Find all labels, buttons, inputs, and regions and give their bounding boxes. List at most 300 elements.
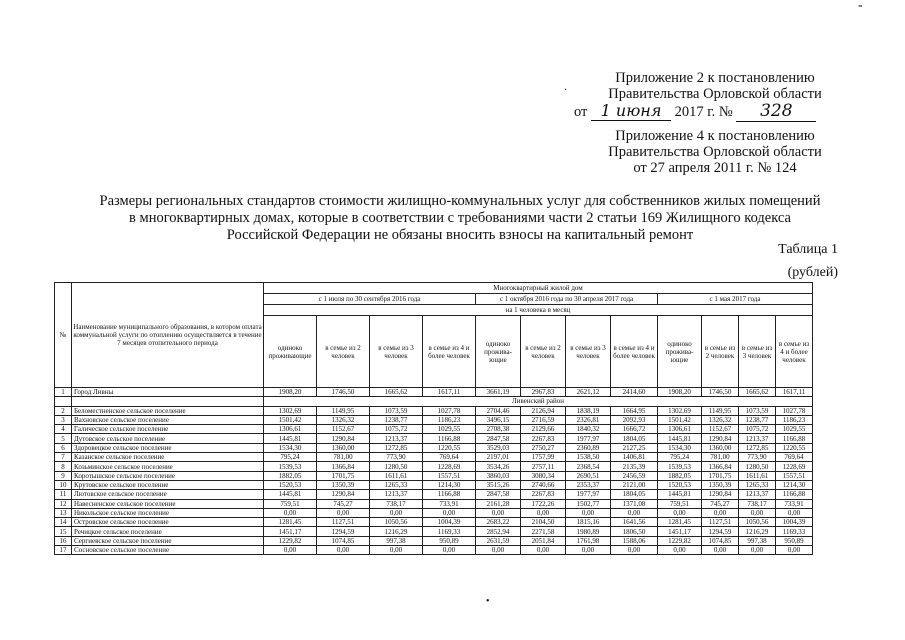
row-value: 2051,84 <box>521 536 566 545</box>
appendix-4-line-3: от 27 апреля 2011 г. № 124 <box>633 160 797 176</box>
col-no-header: № <box>55 283 72 388</box>
row-value: 738,17 <box>370 499 423 508</box>
table-row <box>55 518 813 527</box>
row-value: 1050,56 <box>739 518 776 527</box>
row-name: Навесненское сельское поселение <box>72 499 264 508</box>
row-value: 2092,93 <box>611 415 658 424</box>
row-value: 0,00 <box>423 508 476 517</box>
row-value: 1281,45 <box>264 518 317 527</box>
district-row-blank <box>72 397 264 406</box>
row-value: 2750,27 <box>521 443 566 452</box>
row-value: 0,00 <box>658 546 702 555</box>
row-value: 2716,59 <box>521 415 566 424</box>
row-value: 0,00 <box>264 508 317 517</box>
row-value: 1302,69 <box>658 406 702 415</box>
row-value: 1265,33 <box>370 480 423 489</box>
row-value: 1366,84 <box>702 462 739 471</box>
row-value: 1538,50 <box>566 453 611 462</box>
table-row <box>55 490 813 499</box>
table-row <box>55 508 813 517</box>
district-row-blank <box>55 397 72 406</box>
row-number: 7 <box>55 453 72 462</box>
appendix-4-line-1: Приложение 4 к постановлению <box>615 128 815 144</box>
row-value: 1294,59 <box>702 527 739 536</box>
row-value: 1280,50 <box>739 462 776 471</box>
row-value: 1290,84 <box>702 434 739 443</box>
table-row <box>55 425 813 434</box>
row-value: 1722,26 <box>521 499 566 508</box>
top-header: Многоквартирный жилой дом <box>264 283 813 294</box>
row-value: 769,64 <box>776 453 813 462</box>
row-value: 2267,83 <box>521 434 566 443</box>
row-value: 1281,45 <box>658 518 702 527</box>
row-value: 0,00 <box>566 508 611 517</box>
row-value: 1534,30 <box>264 443 317 452</box>
row-value: 3515,26 <box>476 480 521 489</box>
row-value: 1611,61 <box>739 471 776 480</box>
table-row <box>55 415 813 424</box>
row-value: 2456,59 <box>611 471 658 480</box>
row-value: 1350,39 <box>702 480 739 489</box>
row-value: 1027,78 <box>423 406 476 415</box>
row-value: 1406,81 <box>611 453 658 462</box>
row-value: 950,89 <box>776 536 813 545</box>
row-number: 11 <box>55 490 72 499</box>
row-value: 2161,28 <box>476 499 521 508</box>
row-value: 1127,51 <box>317 518 370 527</box>
row-value: 1371,08 <box>611 499 658 508</box>
row-value: 1557,51 <box>423 471 476 480</box>
row-name: Никольское сельское поселение <box>72 508 264 517</box>
row-value: 2967,83 <box>521 388 566 397</box>
handwritten-number: 328 <box>736 101 816 122</box>
bottom-mark: • <box>486 596 490 607</box>
row-value: 1213,37 <box>739 434 776 443</box>
row-value: 0,00 <box>739 546 776 555</box>
row-value: 1075,72 <box>739 425 776 434</box>
row-value: 2368,54 <box>566 462 611 471</box>
row-number: 15 <box>55 527 72 536</box>
handwritten-date: 1 июня <box>591 101 671 121</box>
row-value: 1238,77 <box>370 415 423 424</box>
row-number: 12 <box>55 499 72 508</box>
row-value: 950,89 <box>423 536 476 545</box>
row-value: 1588,06 <box>611 536 658 545</box>
row-value: 3080,34 <box>521 471 566 480</box>
row-value: 1701,75 <box>317 471 370 480</box>
row-name: Город Ливны <box>72 388 264 397</box>
row-value: 1074,85 <box>702 536 739 545</box>
row-number: 13 <box>55 508 72 517</box>
row-value: 1075,72 <box>370 425 423 434</box>
row-name: Здоровецкое сельское поселение <box>72 443 264 452</box>
row-value: 1761,98 <box>566 536 611 545</box>
row-value: 2683,22 <box>476 518 521 527</box>
row-value: 1977,97 <box>566 490 611 499</box>
row-name: Коротышское сельское поселение <box>72 471 264 480</box>
table-row <box>55 434 813 443</box>
row-value: 2326,81 <box>566 415 611 424</box>
row-value: 1804,05 <box>611 434 658 443</box>
row-value: 0,00 <box>370 546 423 555</box>
row-value: 1272,85 <box>370 443 423 452</box>
row-value: 1815,16 <box>566 518 611 527</box>
row-name: Крутовское сельское поселение <box>72 480 264 489</box>
row-value: 1290,84 <box>317 434 370 443</box>
row-value: 1908,20 <box>658 388 702 397</box>
row-value: 1149,95 <box>317 406 370 415</box>
row-value: 0,00 <box>370 508 423 517</box>
subcol-header: одиноко прожива-ющие <box>476 316 521 388</box>
row-value: 2197,01 <box>476 453 521 462</box>
row-value: 1027,78 <box>776 406 813 415</box>
row-value: 2360,89 <box>566 443 611 452</box>
row-value: 1152,67 <box>702 425 739 434</box>
appendix-4-header <box>565 128 865 176</box>
row-value: 1664,95 <box>611 406 658 415</box>
document-title <box>60 193 860 244</box>
decree-from-label: от <box>574 104 588 120</box>
row-value: 733,91 <box>423 499 476 508</box>
row-value: 0,00 <box>317 546 370 555</box>
row-number: 4 <box>55 425 72 434</box>
row-value: 1149,95 <box>702 406 739 415</box>
row-value: 1882,05 <box>264 471 317 480</box>
row-number: 3 <box>55 415 72 424</box>
row-value: 1306,61 <box>658 425 702 434</box>
standards-table <box>54 282 813 555</box>
row-value: 997,38 <box>739 536 776 545</box>
row-name: Речицкое сельское поселение <box>72 527 264 536</box>
row-value: 2414,60 <box>611 388 658 397</box>
row-number: 17 <box>55 546 72 555</box>
row-value: 2852,94 <box>476 527 521 536</box>
row-value: 1004,39 <box>423 518 476 527</box>
row-value: 1214,30 <box>776 480 813 489</box>
row-value: 773,90 <box>739 453 776 462</box>
row-value: 1228,69 <box>423 462 476 471</box>
row-value: 1272,85 <box>739 443 776 452</box>
row-name: Лютовское сельское поселение <box>72 490 264 499</box>
row-value: 2126,94 <box>521 406 566 415</box>
row-value: 0,00 <box>702 508 739 517</box>
row-value: 1501,42 <box>658 415 702 424</box>
row-value: 1520,53 <box>264 480 317 489</box>
table-row <box>55 443 813 452</box>
row-value: 0,00 <box>566 546 611 555</box>
subcol-header: в семье из 4 и более человек <box>423 316 476 388</box>
table-row <box>55 406 813 415</box>
row-value: 1445,81 <box>264 490 317 499</box>
row-value: 0,00 <box>476 546 521 555</box>
row-value: 745,27 <box>317 499 370 508</box>
row-value: 3529,03 <box>476 443 521 452</box>
row-value: 1127,51 <box>702 518 739 527</box>
row-value: 3860,03 <box>476 471 521 480</box>
row-value: 2121,00 <box>611 480 658 489</box>
row-value: 3534,26 <box>476 462 521 471</box>
row-value: 1980,89 <box>566 527 611 536</box>
row-value: 1166,88 <box>776 490 813 499</box>
row-value: 2757,11 <box>521 462 566 471</box>
row-value: 1350,39 <box>317 480 370 489</box>
table-row <box>55 527 813 536</box>
row-value: 2740,66 <box>521 480 566 489</box>
row-value: 1290,84 <box>317 490 370 499</box>
row-value: 1617,11 <box>423 388 476 397</box>
row-value: 1216,29 <box>370 527 423 536</box>
row-value: 3496,15 <box>476 415 521 424</box>
row-value: 1666,72 <box>611 425 658 434</box>
row-value: 1977,97 <box>566 434 611 443</box>
units-label: (рублей) <box>787 265 838 280</box>
row-value: 0,00 <box>476 508 521 517</box>
subcol-header: в семье из 4 и более человек <box>611 316 658 388</box>
row-value: 0,00 <box>739 508 776 517</box>
subcol-header: в семье из 3 человек <box>566 316 611 388</box>
period-1-header: с 1 июля по 30 сентября 2016 года <box>264 294 476 305</box>
row-value: 1186,23 <box>776 415 813 424</box>
row-value: 1213,37 <box>370 490 423 499</box>
row-value: 1908,20 <box>264 388 317 397</box>
table-row <box>55 546 813 555</box>
table-row <box>55 471 813 480</box>
row-value: 2271,58 <box>521 527 566 536</box>
row-value: 1213,37 <box>370 434 423 443</box>
row-value: 0,00 <box>611 546 658 555</box>
district-row <box>55 397 813 406</box>
table-row <box>55 388 813 397</box>
title-line-1: Размеры региональных стандартов стоимости жилищно-коммунальных услуг для собственников жилых помещений <box>99 193 821 209</box>
row-value: 733,91 <box>776 499 813 508</box>
row-value: 1265,33 <box>739 480 776 489</box>
appendix-4-line-2: Правительства Орловской области <box>608 144 822 160</box>
period-2-header: с 1 октября 2016 года по 30 апреля 2017 года <box>476 294 658 305</box>
row-number: 6 <box>55 443 72 452</box>
row-value: 2135,39 <box>611 462 658 471</box>
row-value: 1665,62 <box>370 388 423 397</box>
subcol-header: в семье из 2 человек <box>317 316 370 388</box>
row-value: 1169,33 <box>776 527 813 536</box>
table-label: Таблица 1 <box>778 242 838 257</box>
row-value: 1280,50 <box>370 462 423 471</box>
row-value: 1757,99 <box>521 453 566 462</box>
row-value: 1746,50 <box>317 388 370 397</box>
row-value: 1520,53 <box>658 480 702 489</box>
row-value: 2621,12 <box>566 388 611 397</box>
row-value: 1050,56 <box>370 518 423 527</box>
row-value: 1665,62 <box>739 388 776 397</box>
row-value: 1214,30 <box>423 480 476 489</box>
table-row <box>55 536 813 545</box>
decree-year-label: 2017 г. № <box>674 104 733 120</box>
row-value: 1451,17 <box>658 527 702 536</box>
row-value: 1838,19 <box>566 406 611 415</box>
appendix-2-header <box>565 70 865 102</box>
row-value: 1306,61 <box>264 425 317 434</box>
corner-mark: - <box>858 0 863 13</box>
row-value: 1166,88 <box>776 434 813 443</box>
row-value: 3661,19 <box>476 388 521 397</box>
table-row <box>55 499 813 508</box>
row-name: Сосновское сельское поселение <box>72 546 264 555</box>
row-value: 1326,32 <box>317 415 370 424</box>
row-value: 0,00 <box>776 546 813 555</box>
row-value: 1220,55 <box>423 443 476 452</box>
row-value: 1029,55 <box>423 425 476 434</box>
row-value: 1611,61 <box>370 471 423 480</box>
row-value: 0,00 <box>611 508 658 517</box>
row-value: 1502,77 <box>566 499 611 508</box>
title-line-2: в многоквартирных домах, которые в соответствии с требованиями части 2 статьи 169 Жилищного кодекса <box>129 210 791 226</box>
row-value: 1166,88 <box>423 490 476 499</box>
row-value: 2847,58 <box>476 490 521 499</box>
row-value: 1216,29 <box>739 527 776 536</box>
row-value: 2267,83 <box>521 490 566 499</box>
row-value: 2127,25 <box>611 443 658 452</box>
row-value: 2847,58 <box>476 434 521 443</box>
row-value: 1228,69 <box>776 462 813 471</box>
row-value: 1840,32 <box>566 425 611 434</box>
row-value: 0,00 <box>317 508 370 517</box>
row-value: 781,00 <box>702 453 739 462</box>
subcol-header: в семье из 3 человек <box>370 316 423 388</box>
row-value: 1701,75 <box>702 471 739 480</box>
subcol-header: одиноко проживающие <box>264 316 317 388</box>
row-value: 759,51 <box>658 499 702 508</box>
row-value: 1004,39 <box>776 518 813 527</box>
per-person-header: на 1 человека в месяц <box>264 305 813 316</box>
row-value: 795,24 <box>658 453 702 462</box>
row-value: 1169,33 <box>423 527 476 536</box>
row-name: Сергиевское сельское поселение <box>72 536 264 545</box>
row-value: 1539,53 <box>264 462 317 471</box>
row-value: 0,00 <box>776 508 813 517</box>
row-value: 1445,81 <box>264 434 317 443</box>
row-value: 1029,55 <box>776 425 813 434</box>
subcol-header: в семье из 3 человек <box>739 316 776 388</box>
row-value: 773,90 <box>370 453 423 462</box>
row-value: 1445,81 <box>658 434 702 443</box>
row-value: 2708,38 <box>476 425 521 434</box>
subcol-header: одиноко прожива-ющие <box>658 316 702 388</box>
row-value: 1220,55 <box>776 443 813 452</box>
subcol-header: в семье из 4 и более человек <box>776 316 813 388</box>
row-number: 8 <box>55 462 72 471</box>
row-value: 1617,11 <box>776 388 813 397</box>
row-number: 16 <box>55 536 72 545</box>
row-number: 10 <box>55 480 72 489</box>
row-value: 1229,82 <box>264 536 317 545</box>
row-number: 5 <box>55 434 72 443</box>
row-value: 1451,17 <box>264 527 317 536</box>
row-name: Козьминское сельское поселение <box>72 462 264 471</box>
row-value: 1806,50 <box>611 527 658 536</box>
row-value: 1186,23 <box>423 415 476 424</box>
row-value: 1882,05 <box>658 471 702 480</box>
title-line-3: Российской Федерации не обязаны вносить взносы на капитальный ремонт <box>226 227 694 243</box>
row-value: 1501,42 <box>264 415 317 424</box>
row-value: 0,00 <box>423 546 476 555</box>
row-value: 997,38 <box>370 536 423 545</box>
row-value: 738,17 <box>739 499 776 508</box>
row-value: 1166,88 <box>423 434 476 443</box>
row-value: 1557,51 <box>776 471 813 480</box>
row-name: Беломестненское сельское поселение <box>72 406 264 415</box>
row-value: 1804,05 <box>611 490 658 499</box>
row-value: 0,00 <box>521 508 566 517</box>
row-number: 9 <box>55 471 72 480</box>
row-value: 2690,51 <box>566 471 611 480</box>
decree-number-line <box>574 101 816 122</box>
appendix-2-line-1: Приложение 2 к постановлению <box>615 70 815 86</box>
row-value: 1073,59 <box>739 406 776 415</box>
appendix-2-line-2: Правительства Орловской области <box>608 86 822 102</box>
district-label: Ливенский район <box>264 397 813 406</box>
row-value: 2704,46 <box>476 406 521 415</box>
row-value: 1290,84 <box>702 490 739 499</box>
row-value: 745,27 <box>702 499 739 508</box>
row-value: 1746,50 <box>702 388 739 397</box>
row-value: 1152,67 <box>317 425 370 434</box>
row-value: 1445,81 <box>658 490 702 499</box>
row-number: 14 <box>55 518 72 527</box>
row-value: 0,00 <box>264 546 317 555</box>
row-value: 1294,59 <box>317 527 370 536</box>
period-3-header: с 1 мая 2017 года <box>658 294 813 305</box>
row-value: 1073,59 <box>370 406 423 415</box>
row-value: 1534,30 <box>658 443 702 452</box>
subcol-header: в семье из 2 человек <box>702 316 739 388</box>
col-name-header: Наименование муниципального образования, в котором оплата коммунальной услуги по отоплению осуществляется в течение 7 месяцев отопительного периода <box>72 283 264 388</box>
row-value: 1074,85 <box>317 536 370 545</box>
row-value: 0,00 <box>702 546 739 555</box>
table-row <box>55 480 813 489</box>
row-value: 1326,32 <box>702 415 739 424</box>
row-value: 1360,00 <box>317 443 370 452</box>
row-name: Казанское сельское поселение <box>72 453 264 462</box>
row-value: 2104,50 <box>521 518 566 527</box>
row-value: 2353,37 <box>566 480 611 489</box>
row-value: 759,51 <box>264 499 317 508</box>
row-value: 2129,66 <box>521 425 566 434</box>
row-value: 1213,37 <box>739 490 776 499</box>
table-row <box>55 462 813 471</box>
row-value: 781,00 <box>317 453 370 462</box>
row-value: 1302,69 <box>264 406 317 415</box>
row-number: 1 <box>55 388 72 397</box>
row-name: Островское сельское поселение <box>72 518 264 527</box>
row-value: 795,24 <box>264 453 317 462</box>
row-value: 1366,84 <box>317 462 370 471</box>
row-value: 1360,00 <box>702 443 739 452</box>
table-row <box>55 453 813 462</box>
row-value: 1641,56 <box>611 518 658 527</box>
row-value: 1539,53 <box>658 462 702 471</box>
row-number: 2 <box>55 406 72 415</box>
row-name: Галическое сельское поселение <box>72 425 264 434</box>
row-value: 0,00 <box>658 508 702 517</box>
row-value: 1238,77 <box>739 415 776 424</box>
subcol-header: в семье из 2 человек <box>521 316 566 388</box>
row-name: Вахновское сельское поселение <box>72 415 264 424</box>
row-value: 1229,82 <box>658 536 702 545</box>
margin-dot: . <box>564 79 567 93</box>
row-value: 0,00 <box>521 546 566 555</box>
row-value: 2631,59 <box>476 536 521 545</box>
row-name: Дутовское сельское поселение <box>72 434 264 443</box>
row-value: 769,64 <box>423 453 476 462</box>
